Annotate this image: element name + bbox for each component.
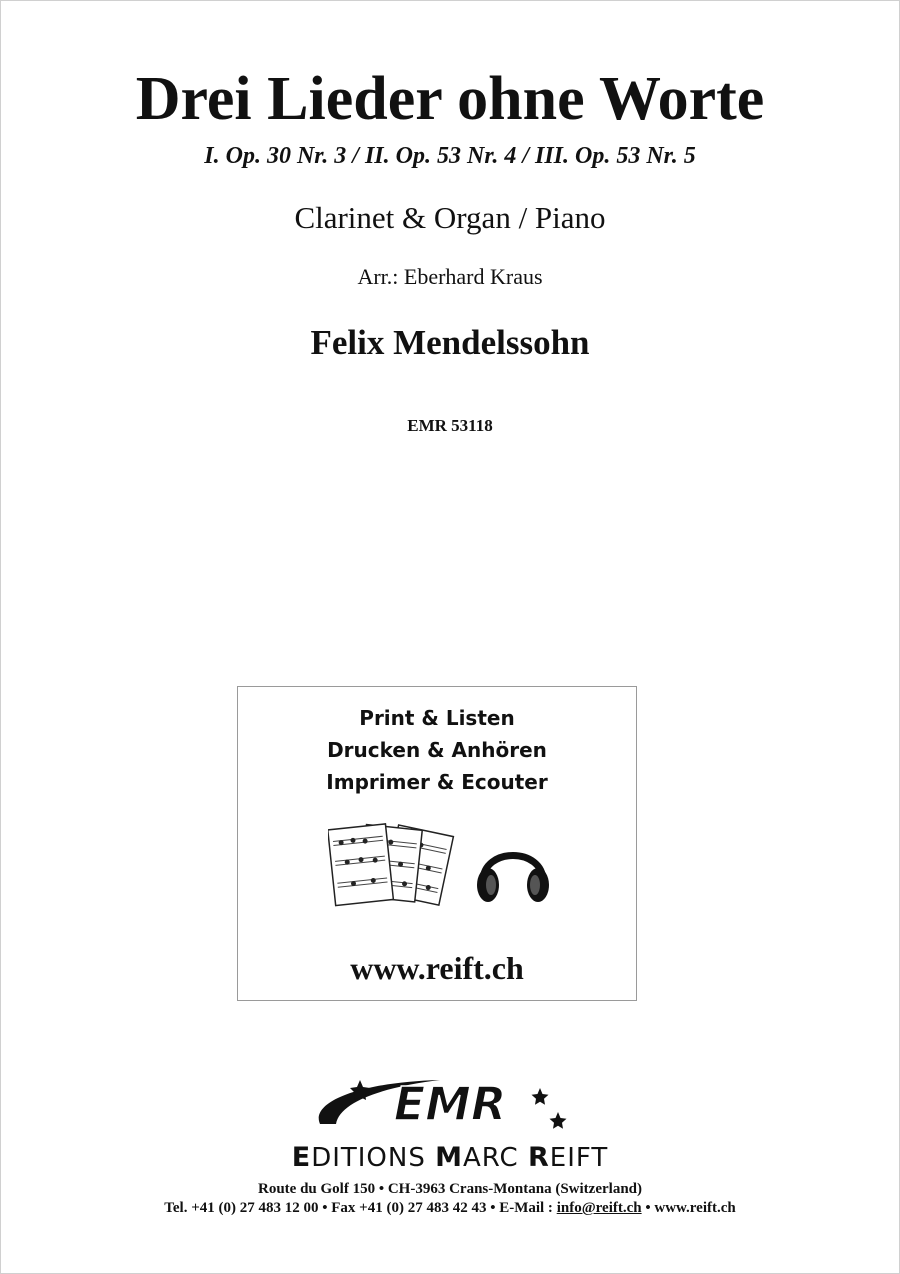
publisher-address: Route du Golf 150 • CH-3963 Crans-Montana (Switzerland) [258, 1181, 642, 1197]
emr-logo [300, 1072, 590, 1142]
promo-line-french: Imprimer & Ecouter [326, 770, 548, 794]
contact-website[interactable]: • www.reift.ch [641, 1200, 736, 1216]
opus-subtitle: I. Op. 30 Nr. 3 / II. Op. 53 Nr. 4 / III. Op. 53 Nr. 5 [204, 143, 696, 169]
print-listen-box [237, 686, 637, 1001]
arranger: Arr.: Eberhard Kraus [357, 264, 543, 289]
email-link[interactable]: info@reift.ch [556, 1200, 642, 1216]
composer: Felix Mendelssohn [310, 323, 590, 362]
catalog-number: EMR 53118 [407, 416, 493, 435]
emr-logo-text: EMR [393, 1077, 507, 1131]
promo-line-english: Print & Listen [359, 706, 515, 730]
publisher-initial-e: E [291, 1142, 312, 1173]
instrumentation: Clarinet & Organ / Piano [294, 200, 606, 235]
page-title: Drei Lieder ohne Worte [135, 65, 765, 133]
publisher-name [0, 1143, 900, 1173]
sheet-music-icon [328, 824, 453, 906]
promo-line-german: Drucken & Anhören [327, 738, 547, 762]
publisher-contact [0, 1199, 900, 1217]
publisher-initial-m: M [435, 1142, 463, 1173]
contact-phone-fax: Tel. +41 (0) 27 483 12 00 • Fax +41 (0) 27 483 42 43 • E-Mail : [164, 1200, 557, 1216]
promo-icons [328, 819, 558, 914]
publisher-name-part1: DITIONS [311, 1143, 436, 1173]
headphones-icon [477, 856, 549, 903]
publisher-name-part2: ARC [462, 1143, 528, 1173]
publisher-name-part3: EIFT [549, 1143, 609, 1173]
promo-website[interactable]: www.reift.ch [350, 950, 524, 986]
publisher-initial-r: R [527, 1142, 550, 1173]
